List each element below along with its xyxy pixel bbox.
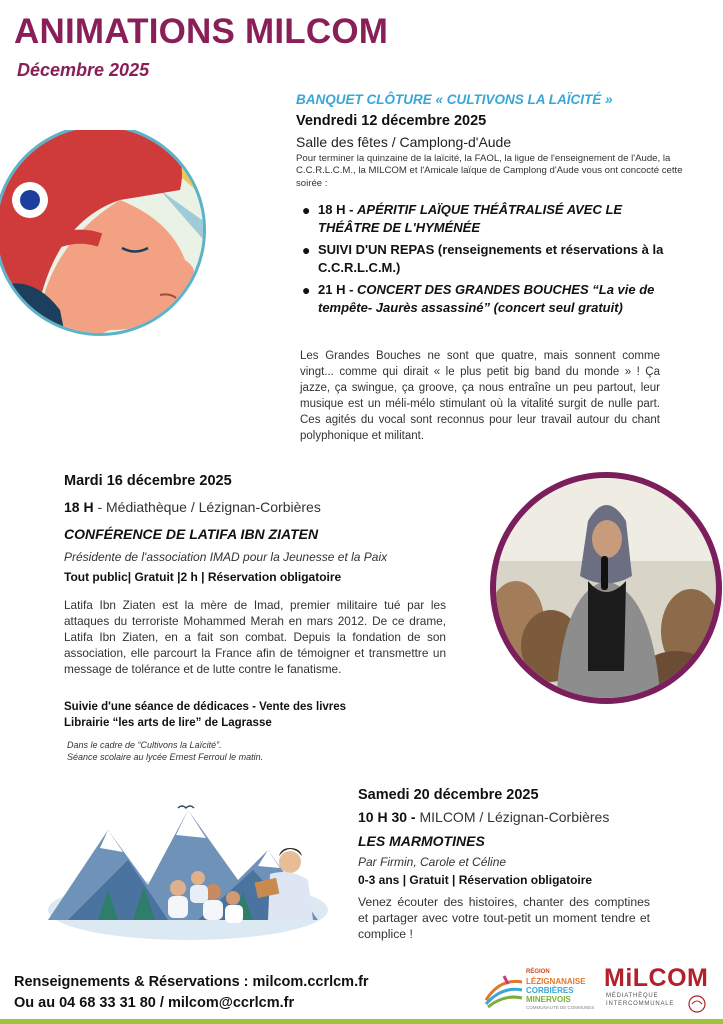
event3-description: Venez écouter des histoires, chanter des comptines et partager avec votre tout-petit un moment tendre et complice ! [358,895,650,941]
event1-heading: BANQUET CLÔTURE « CULTIVONS LA LAÏCITÉ » [296,92,613,107]
speaker-photo [476,471,723,706]
region-logo: RÉGION LÉZIGNANAISE CORBIÈRES MINERVOIS COMMUNAUTÉ DE COMMUNES [484,968,596,1014]
event1-place: Salle des fêtes / Camplong-d'Aude [296,134,512,150]
milcom-badge-icon [682,994,712,1014]
footer-bar [0,1019,723,1024]
event2-time-place: 18 H - Médiathèque / Lézignan-Corbières [64,499,321,515]
event3-info: 0-3 ans | Gratuit | Réservation obligatoire [358,873,593,887]
event2-note: Dans le cadre de “Cultivons la Laïcité”. [67,740,222,750]
storytelling-illustration [38,790,338,950]
event1-date: Vendredi 12 décembre 2025 [296,113,487,129]
event1-intro: Pour terminer la quinzaine de la laïcité, la FAOL, la ligue de l'enseignement de l'Aude, la C.C.R.L.C.M., la MILCOM et l'Amicale laïque de Camplong d'Aude vous ont concocté cette soirée : [296,153,683,189]
event1-program-list [300,201,680,321]
event3-date: Samedi 20 décembre 2025 [358,787,539,803]
milcom-logo: MiLCOM MÉDIATHÈQUE INTERCOMMUNALE [604,964,714,1016]
event2-bookshop: Librairie “les arts de lire” de Lagrasse [64,717,272,729]
page-title: ANIMATIONS MILCOM [14,12,389,51]
event3-title: LES MARMOTINES [358,833,485,849]
list-item: ● 21 H - CONCERT DES GRANDES BOUCHES “La vie de tempête- Jaurès assassiné” (concert seul gratuit) [302,282,655,315]
event2-info: Tout public| Gratuit |2 h | Réservation obligatoire [64,570,342,584]
region-swoosh-icon [484,974,524,1008]
page-subtitle: Décembre 2025 [17,60,150,80]
event2-title: CONFÉRENCE DE LATIFA IBN ZIATEN [64,526,319,542]
event2-speaker-role: Présidente de l'association IMAD pour la Jeunesse et la Paix [64,550,388,564]
contact-phone-email: Ou au 04 68 33 31 80 / milcom@ccrlcm.fr [14,995,295,1011]
event2-signing: Suivie d'une séance de dédicaces - Vente des livres [64,701,347,713]
contact-website: Renseignements & Réservations : milcom.ccrlcm.fr [14,974,369,990]
cockade-icon [4,174,56,226]
event2-description: Latifa Ibn Ziaten est la mère de Imad, premier militaire tué par les attaques du terroriste Mohammed Merah en mars 2012. De ce drame, Latifa Ibn Ziaten, en a fait son combat. Depuis la fondation de son association, elle parcourt la France afin de témoigner et transmettre un message de tolérance et de lutte contre le fanatisme. [64,598,446,676]
event2-note-school: Séance scolaire au lycée Ernest Ferroul le matin. [67,752,264,762]
event2-date: Mardi 16 décembre 2025 [64,473,232,489]
event3-time-place: 10 H 30 - MILCOM / Lézignan-Corbières [358,809,610,825]
event3-storytellers: Par Firmin, Carole et Céline [358,855,507,869]
list-item: ● SUIVI D'UN REPAS (renseignements et réservations à la C.C.R.L.C.M.) [302,242,664,275]
list-item: ● 18 H - APÉRITIF LAÏQUE THÉÂTRALISÉ AVEC LE THÉÂTRE DE L'HYMÉNÉE [302,202,623,235]
event1-description: Les Grandes Bouches ne sont que quatre, mais sonnent comme vingt... comme qui dirait « le plus petit big band du monde » ! Ça jazze, ça swingue, ça groove, ça nous entraîne un peu partout, leur musique est un méli-mélo stimulant où la vitalité surgit de nulle part. Ces agités du vocal sont reconnus pour leur travail autour du chant polyphonique et militant. [300,350,660,442]
marianne-illustration [0,130,222,345]
